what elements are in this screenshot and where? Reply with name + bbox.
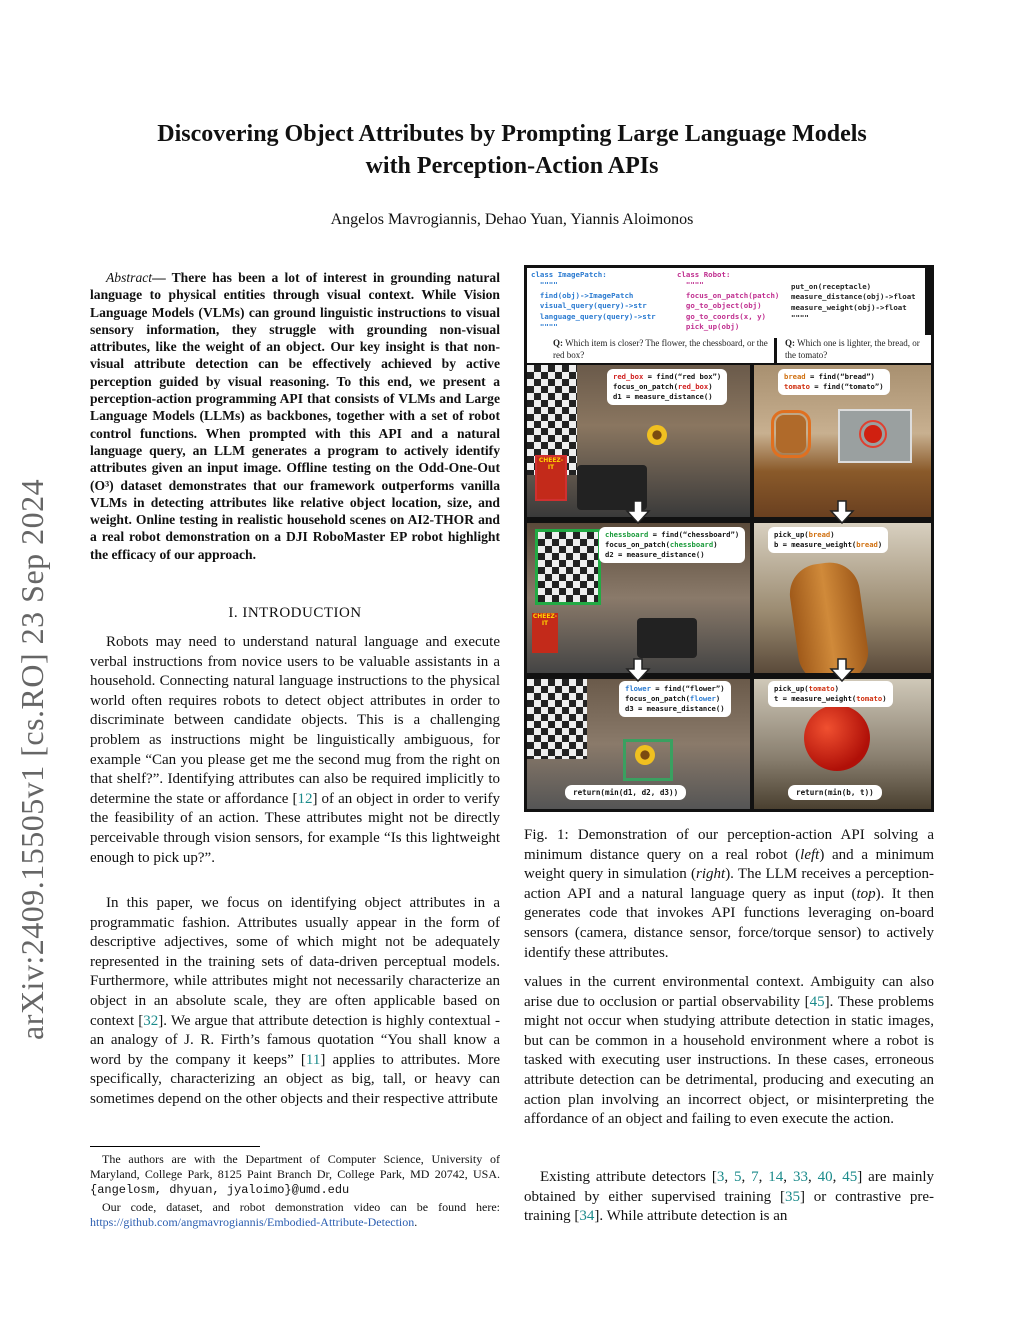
arrow-down-icon bbox=[627, 659, 649, 681]
citation-link[interactable]: 35 bbox=[784, 1188, 800, 1205]
figure-1 bbox=[524, 265, 934, 812]
intro-paragraph-1: Robots may need to understand natural language and execute verbal instructions from novice users to be valuable assistants in a household. Connecting natural language instructions to the physical world often requires robots to detect object attributes in order to discriminate between candidate objects. This is a challenging problem as instructions might be linguistically ambiguous, for example “Can you please get me the second mug from the right on that shelf?”. Identifying attributes can also be required implicitly to determine the state or affordance [12] of an object in order to verify the feasibility of an action. These attributes might not be directly perceivable through vision sensors, for example “Is this lightweight enough to pick up?”. bbox=[90, 634, 500, 866]
flow-arrows bbox=[524, 265, 934, 812]
code-box-left-2: chessboard = find(“chessboard”) focus_on_patch(chessboard) d2 = measure_distance() bbox=[599, 527, 745, 563]
abstract bbox=[90, 269, 500, 563]
citation-link[interactable]: 5 bbox=[733, 1169, 742, 1185]
code-box-right-2: pick_up(bread) b = measure_weight(bread) bbox=[768, 527, 888, 553]
footnote-rule bbox=[90, 1146, 260, 1147]
citation-link[interactable]: 45 bbox=[842, 1169, 858, 1185]
cheezit-box: CHEEZ-IT bbox=[532, 613, 558, 653]
paper-title bbox=[90, 118, 934, 182]
code-box-left-1: red_box = find(“red box”) focus_on_patch(red_box) d1 = measure_distance() bbox=[607, 369, 727, 405]
arrow-down-icon bbox=[831, 659, 853, 681]
citation-link[interactable]: 32 bbox=[143, 1012, 159, 1029]
title-line-2: with Perception-Action APIs bbox=[365, 153, 659, 179]
citation-link[interactable]: 11 bbox=[305, 1051, 321, 1068]
arrow-down-icon bbox=[627, 501, 649, 523]
github-link[interactable]: https://github.com/angmavrogiannis/Embodied-Attribute-Detection bbox=[90, 1215, 415, 1229]
cheezit-box: CHEEZ-IT bbox=[535, 455, 567, 501]
return-box-left: return(min(d1, d2, d3)) bbox=[565, 785, 686, 800]
arxiv-identifier: arXiv:2409.15505v1 [cs.RO] 23 Sep 2024 bbox=[14, 478, 50, 1040]
citation-link[interactable]: 33 bbox=[792, 1169, 808, 1185]
citation-link[interactable]: 45 bbox=[809, 993, 825, 1010]
citation-link[interactable]: 34 bbox=[579, 1208, 595, 1225]
citation-link[interactable]: 12 bbox=[297, 790, 313, 807]
right-paragraph-1: values in the current environmental context. Ambiguity can also arise due to occlusion or partial observability [45]. These problems might not occur when studying attribute detection in static images, but can be common in a household environment where a robot is tasked with executing user instructions. In these cases, erroneous attribute detection can be detrimental, producing and executing an action plan involving an incorrect object, or misinterpreting the affordance of an object and failing to even execute the action. bbox=[524, 974, 934, 1128]
footnote-email[interactable]: {angelosm, dhyuan, jyaloimo}@umd.edu bbox=[90, 1183, 350, 1197]
return-box-right: return(min(b, t)) bbox=[788, 785, 882, 800]
query-left: Q: Which item is closer? The flower, the chessboard, or the red box? bbox=[527, 335, 774, 363]
citation-link[interactable]: 7 bbox=[751, 1169, 759, 1185]
abstract-text: — There has been a lot of interest in grounding natural language to physical entities through visual context. While Vision Language Models (VLMs) can ground linguistic instructions to visual sensory information, they struggle with grounding non-visual attributes, like the weight of an object. Our key insight is that non-visual attribute detection can be effectively achieved by active perception guided by visual reasoning. To this end, we present a perception-action programming API that consists of VLMs and Large Language Models (LLMs) as backbones, together with a set of robot control functions. When prompted with this API and a natural language query, an LLM generates a program to actively identify attributes given an input image. Offline testing on the Odd-One-Out (O³) dataset demonstrates that our framework outperforms vanilla VLMs in detecting attributes like relative object location, size, and weight. Online testing in realistic household scenes on AI2-THOR and a real robot demonstration on a DJI RoboMaster EP robot highlight the efficacy of our approach. bbox=[90, 270, 500, 562]
code-box-right-3: pick_up(tomato) t = measure_weight(tomato) bbox=[768, 681, 893, 707]
code-robot-2: put_on(receptacle) measure_distance(obj)->float measure_weight(obj)->float """" bbox=[787, 268, 925, 338]
citation-link[interactable]: 40 bbox=[817, 1169, 833, 1185]
code-robot: class Robot: """" focus_on_patch(patch) go_to_object(obj) go_to_coords(x, y) pick_up(obj) bbox=[673, 268, 791, 338]
footnote bbox=[90, 1152, 500, 1232]
citation-link[interactable]: 3 bbox=[716, 1169, 725, 1185]
query-right: Q: Which one is lighter, the bread, or the tomato? bbox=[777, 335, 931, 363]
right-paragraph-2: Existing attribute detectors [3, 5, 7, 14, 33, 40, 45] are mainly obtained by either supervised training [35] or contrastive pre-training [34]. While attribute detection is an bbox=[524, 1169, 935, 1225]
code-box-left-3: flower = find(“flower”) focus_on_patch(flower) d3 = measure_distance() bbox=[619, 681, 731, 717]
code-imagepatch: class ImagePatch: """" find(obj)->ImagePatch visual_query(query)->str language_query(query)->str """" bbox=[527, 268, 677, 338]
abstract-label: Abstract bbox=[106, 270, 153, 285]
figure-1-caption: Fig. 1: Demonstration of our perception-action API solving a minimum distance query on a real robot (left) and a minimum weight query in simulation (right). The LLM receives a perception-action API and a natural language query as input (top). It then generates code that invokes API functions leveraging on-board sensors (camera, distance sensor, force/torque sensor) to actively identify these attributes. bbox=[524, 827, 934, 961]
intro-paragraph-2: In this paper, we focus on identifying object attributes in a programmatic fashion. Attributes usually appear in the form of descriptive adjectives, some of which might not be adequately represented in the training sets of data-driven perceptual models. Furthermore, while attributes might not necessarily characterize an object in an absolute scale, they are often applicable based on context [32]. We argue that attribute detection is highly contextual - an analogy of J. R. Firth’s famous quotation “You shall know a word by the company it keeps” [11] applies to attributes. More specifically, characterizing an object as big, tall, or heavy can sometimes depend on the other objects and their respective attribute bbox=[90, 895, 500, 1107]
authors: Angelos Mavrogiannis, Dehao Yuan, Yiannis Aloimonos bbox=[330, 211, 694, 228]
footnote-affiliation: The authors are with the Department of Computer Science, University of Maryland, College Park, 8125 Paint Branch Dr, College Park, MD 20742, USA. {angelosm, dhyuan, jyaloimo}@umd.edu bbox=[90, 1152, 500, 1197]
citation-link[interactable]: 14 bbox=[768, 1169, 784, 1185]
title-line-1: Discovering Object Attributes by Prompting Large Language Models bbox=[157, 121, 867, 147]
section-heading-introduction: I. INTRODUCTION bbox=[228, 605, 362, 621]
code-box-right-1: bread = find(“bread”) tomato = find(“tomato”) bbox=[778, 369, 890, 395]
footnote-code: Our code, dataset, and robot demonstration video can be found here: https://github.com/angmavrogiannis/Embodied-Attribute-Detection. bbox=[90, 1200, 500, 1229]
arrow-down-icon bbox=[831, 501, 853, 523]
